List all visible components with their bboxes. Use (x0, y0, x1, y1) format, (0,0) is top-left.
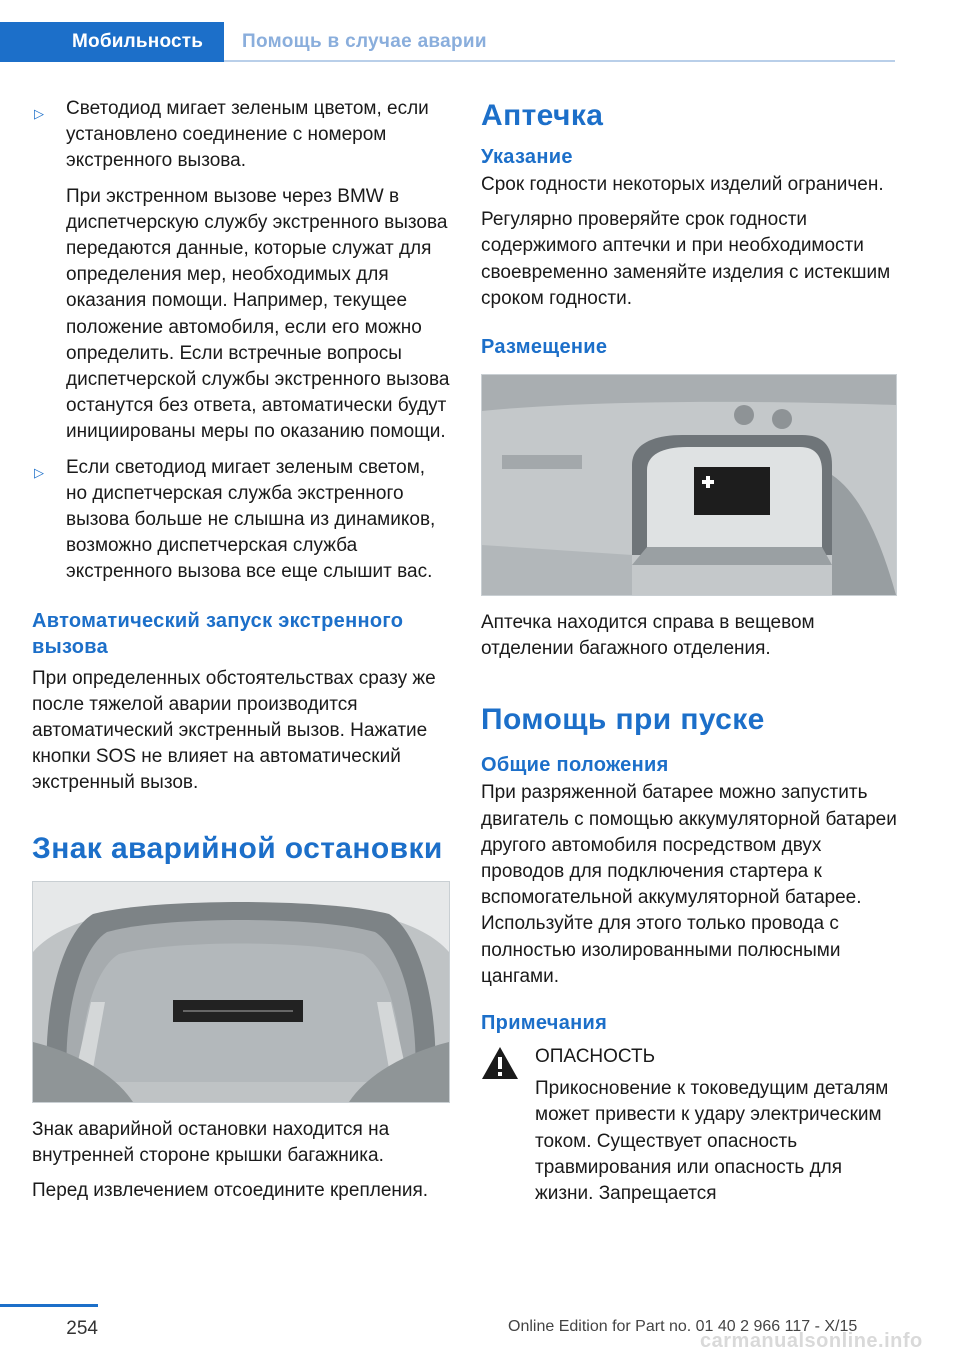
danger-label: ОПАСНОСТЬ (535, 1046, 656, 1068)
note-text-2: Регулярно проверяйте срок годности содержимого аптечки и при необходимости своевременно заменяйте изделия с истекшим сроком годности. (481, 209, 891, 309)
right-column (481, 96, 897, 1216)
general-heading: Общие положения (481, 754, 669, 777)
first-aid-heading: Аптечка (481, 99, 604, 132)
footer-rule (0, 1304, 98, 1307)
auto-call-heading: Автоматический запуск экстренного вызова (32, 609, 404, 658)
general-text: При разряженной батарее можно запустить двигатель с помощью аккумуляторной батареи другого автомобиля посредством двух проводов для подключения стартера к вспомогательной аккумуляторной батарее. Используйте для этого только провода с полностью изолированными полюсными цангами. (481, 782, 897, 987)
note-heading: Указание (481, 146, 573, 168)
watermark: carmanualsonline.info (700, 1330, 923, 1352)
trunk-lid-photo (32, 881, 450, 1103)
first-aid-caption: Аптечка находится справа в вещевом отделении багажного отделения. (481, 612, 815, 660)
bullet-item-2-text: Если светодиод мигает зеленым светом, но диспетчерская служба экстренного вызова больше не слышна из динамиков, возможно диспетчерская служба экстренного вызова все еще слышит вас. (66, 456, 436, 583)
left-column (32, 96, 450, 1213)
triangle-right-icon: ▷ (34, 464, 44, 480)
warning-sign-caption: Знак аварийной остановки находится на внутренней стороне крышки багажника. (32, 1118, 390, 1166)
bullet-item-1 (32, 96, 450, 175)
header-section-tab: Мобильность (0, 22, 224, 62)
header-chapter-tab: Помощь в случае аварии (242, 31, 487, 52)
page-header (0, 0, 960, 62)
header-divider (224, 60, 895, 62)
bullet-item-1-continuation: При экстренном вызове через BMW в диспетчерскую службу экстренного вызова передаются данные, которые служат для определения мер, необходимых для оказания помощи. Например, текущее положение автомобиля, если его можно определить. Если встречные вопросы диспетчерской службы экстренного вызова останутся без ответа, автоматически будут инициированы меры по оказанию помощи. (66, 185, 450, 443)
bullet-item-2 (32, 455, 450, 586)
jump-start-heading: Помощь при пуске (481, 703, 765, 737)
danger-text: Прикосновение к токоведущим деталям может привести к удару электрическим током. Существует опасность травмирования или опасность для жизни. Запрещается (535, 1078, 889, 1205)
bullet-item-1-text: Светодиод мигает зеленым цветом, если установлено соединение с номером экстренного вызова. (66, 98, 429, 172)
note-text-1: Срок годности некоторых изделий ограничен. (481, 174, 884, 195)
warning-triangle-icon (481, 1046, 519, 1080)
edition-text: Online Edition for Part no. 01 40 2 966 117 - X/15 (508, 1318, 858, 1335)
triangle-right-icon: ▷ (34, 106, 44, 121)
danger-block (481, 1044, 897, 1207)
warning-sign-heading: Знак аварийной остановки (32, 831, 443, 865)
remarks-heading: Примечания (481, 1012, 608, 1035)
page-number: 254 (66, 1318, 98, 1339)
auto-call-text: При определенных обстоятельствах сразу же после тяжелой аварии производится автоматический экстренный вызов. Нажатие кнопки SOS не влияет на автоматический экстренный вызов. (32, 667, 436, 794)
placement-heading: Размещение (481, 336, 608, 359)
warning-sign-caption-2: Перед извлечением отсоедините крепления. (32, 1180, 429, 1202)
first-aid-kit-photo (481, 374, 897, 596)
